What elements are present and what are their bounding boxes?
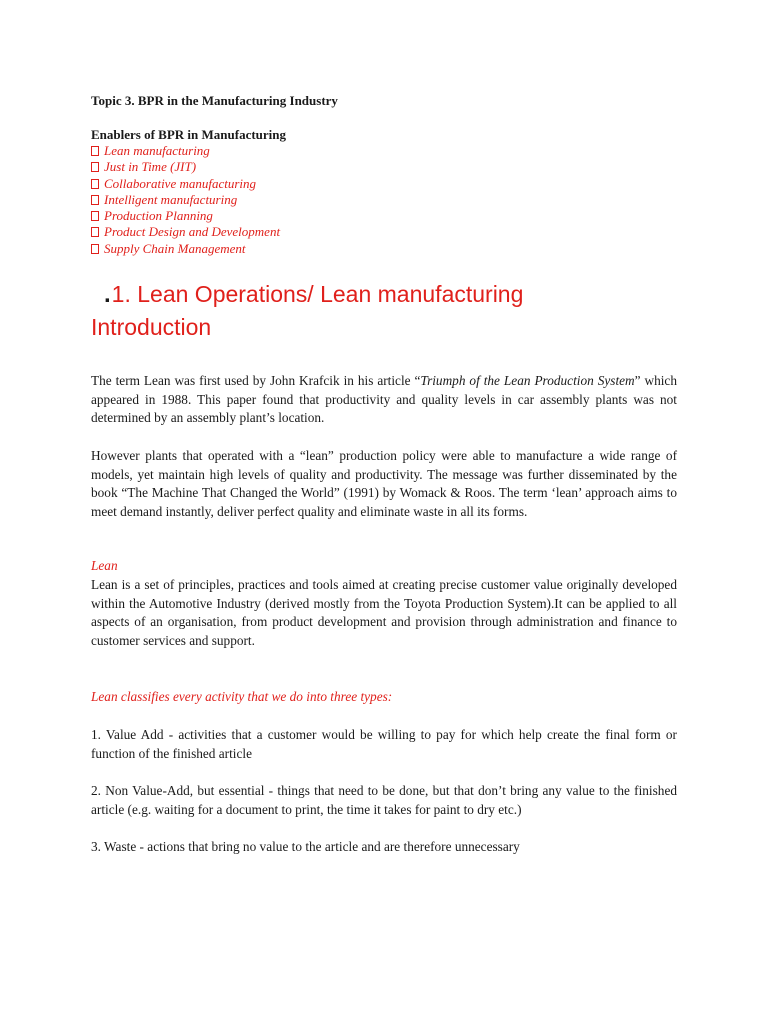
section-subtitle: Introduction: [91, 314, 212, 340]
heading-dot: .: [104, 281, 111, 308]
classification-heading: Lean classifies every activity that we do into three types:: [91, 689, 393, 704]
missing-glyph-bullet-icon: [91, 211, 99, 221]
section-heading: [91, 278, 711, 344]
list-item: Supply Chain Management: [91, 241, 280, 257]
missing-glyph-bullet-icon: [91, 146, 99, 156]
list-item: Production Planning: [91, 208, 280, 224]
article-title: Triumph of the Lean Production System: [420, 373, 635, 388]
missing-glyph-bullet-icon: [91, 162, 99, 172]
list-item: Collaborative manufacturing: [91, 176, 280, 192]
enablers-title: Enablers of BPR in Manufacturing: [91, 127, 287, 142]
classification-item-1: 1. Value Add - activities that a customer would be willing to pay for which help create the final form or function of the finished article: [91, 727, 677, 761]
list-item: Product Design and Development: [91, 224, 280, 240]
missing-glyph-bullet-icon: [91, 195, 99, 205]
missing-glyph-bullet-icon: [91, 179, 99, 189]
intro-paragraph-2: However plants that operated with a “lean” production policy were able to manufacture a wide range of models, yet maintain high levels of quality and productivity. The message was further disseminated by the book “The Machine That Changed the World” (1991) by Womack & Roos. The term ‘lean’ approach aims to meet demand instantly, deliver perfect quality and eliminate waste in all its forms.: [91, 448, 677, 519]
intro-paragraph-1: The term Lean was first used by John Krafcik in his article “Triumph of the Lean Production System” which appeared in 1988. This paper found that productivity and quality levels in car assembly plants was not determined by an assembly plant’s location.: [91, 373, 677, 426]
lean-paragraph: Lean is a set of principles, practices and tools aimed at creating precise customer value originally developed within the Automotive Industry (derived mostly from the Toyota Production System).It can be applied to all aspects of an organisation, from product development and provision through administration and finance to customer services and support.: [91, 577, 677, 648]
enablers-list: [91, 143, 280, 257]
missing-glyph-bullet-icon: [91, 227, 99, 237]
lean-heading: Lean: [91, 558, 118, 573]
list-item: Lean manufacturing: [91, 143, 280, 159]
topic-title: Topic 3. BPR in the Manufacturing Industry: [91, 93, 338, 108]
list-item: Intelligent manufacturing: [91, 192, 280, 208]
classification-item-2: 2. Non Value-Add, but essential - things that need to be done, but that don’t bring any value to the finished article (e.g. waiting for a document to print, the time it takes for paint to dry etc.): [91, 783, 677, 817]
classification-item-3: 3. Waste - actions that bring no value to the article and are therefore unnecessary: [91, 839, 520, 854]
section-title: 1. Lean Operations/ Lean manufacturing: [111, 281, 524, 307]
section-title-line: [91, 278, 711, 311]
list-item: Just in Time (JIT): [91, 159, 280, 175]
missing-glyph-bullet-icon: [91, 244, 99, 254]
